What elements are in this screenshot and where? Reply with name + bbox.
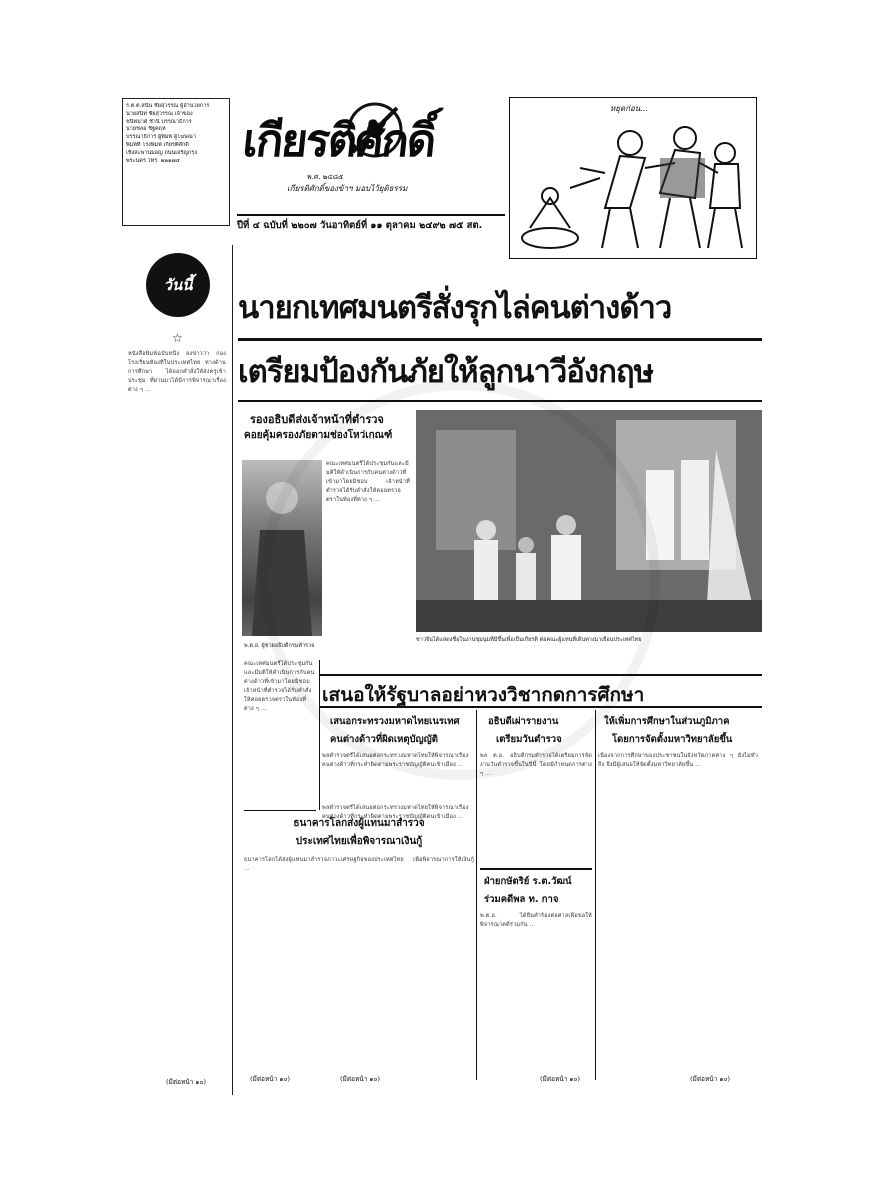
cartoon-caption: หยุดก่อน... <box>610 104 648 113</box>
credit-line: พระนคร โทร. ๒๒๑๗๔ <box>126 157 180 164</box>
section-rule <box>480 868 592 870</box>
headline-rule <box>238 338 762 341</box>
story-a-text: พลตำรวจตรีได้เสนอต่อกระทรวงมหาดไทยให้พิจารณาเรื่องคนต่างด้าวที่กระทำผิดตามพระราชบัญญัติคนเข้าเมือง ... <box>322 753 469 768</box>
story-e-text: พ.ต.อ. ได้ยื่นคำร้องต่อศาลเพื่อขอให้พิจารณาคดีร่วมกัน ... <box>480 913 592 928</box>
headline-rule <box>238 400 762 402</box>
issue-line: ปีที่ ๔ ฉบับที่ ๒๒๐๗ วันอาทิตย์ที่ ๑๑ ตุลาคม ๒๔๙๒ ๗๕ สต. <box>237 214 505 233</box>
credit-line: นายสนิท ชัยสุวรรณ เจ้าของ <box>126 110 193 117</box>
story-c-subtitle: โดยการจัดตั้งมหาวิทยาลัยขึ้น <box>612 734 733 745</box>
story-d-body <box>244 856 474 1066</box>
story-d-title: ธนาคารโลกส่งผู้แทนมาสำรวจ <box>293 818 425 829</box>
story-d-footer: (มีต่อหน้า ๑๐) <box>340 1075 381 1083</box>
story-left-title: รองอธิบดีส่งเจ้าหน้าที่ตำรวจ <box>250 413 384 426</box>
star-icon: ☆ <box>172 331 183 345</box>
column-middle-body: พลตำรวจตรีได้เสนอต่อกระทรวงมหาดไทยให้พิจารณาเรื่องคนต่างด้าวที่กระทำผิดตามพระราชบัญญัติคนเข้าเมือง ... <box>322 805 469 820</box>
story-left-body <box>326 460 410 636</box>
cartoon-illustration <box>510 98 756 258</box>
story-d-text: ธนาคารโลกได้ส่งผู้แทนมาสำรวจภาวะเศรษฐกิจของประเทศไทย เพื่อพิจารณาการให้เงินกู้ ... <box>244 857 474 872</box>
column-divider <box>476 710 477 1080</box>
story-left-text: คณะเทศมนตรีได้ประชุมกันและมีมติให้ดำเนินการกับคนต่างด้าวที่เข้ามาโดยมิชอบ เจ้าหน้าที่ตำรวจได้รับคำสั่งให้คอยตรวจตราในท้องที่ต่าง ๆ ... <box>326 461 410 503</box>
headline-primary: นายกเทศมนตรีสั่งรุกไล่คนต่างด้าว <box>238 290 672 326</box>
editorial-cartoon <box>509 97 757 259</box>
story-e-title: ฝ่ายกษัตริย์ ร.ต.วัฒน์ <box>484 876 572 887</box>
credit-line: ชนิทมาศ ชำนิ บรรณาธิการ <box>126 118 192 125</box>
portrait-photo <box>242 460 322 636</box>
sidebar-body: หนังสือพิมพ์ฉบับหนึ่ง ลงข่าวว่า กองโรงเรียนท้องที่ในประเทศไทย ทางด้านการศึกษา ได้ออกคำสั่งให้ส่งครูเข้าประชุม ที่ผ่านมาได้มีการพิจารณาเรื่องต่าง ๆ ... <box>128 351 226 393</box>
masthead-title: เกียรติศักดิ์ <box>240 114 438 167</box>
main-photo-caption: ชาวจีนได้แสดงชื่อในงานชุมนุมที่มีขึ้นเพื่อเป็นเกียรติ ต่อคณะผู้แทนที่เดินทางมาเยือนประเทศไทย <box>416 637 642 643</box>
story-c-footer: (มีต่อหน้า ๑๐) <box>690 1075 731 1083</box>
credit-line: ร.ต.ต.สนั่น ชัยสุวรรณ ผู้อำนวยการ <box>126 103 210 109</box>
credit-line: บรรณาธิการ ผู้พิมพ์ ผู้โฆษณา <box>126 134 196 141</box>
column-divider <box>595 710 596 1080</box>
story-b-title: อธิบดีเผ่ารายงาน <box>488 716 559 727</box>
credit-line: เชิงสะพานมอญ ถนนเจริญกรุง <box>126 149 198 156</box>
column-left-text <box>244 660 316 810</box>
credit-line: นายชลอ ชิฐคฤห <box>126 126 166 133</box>
column-divider <box>319 660 320 810</box>
story-b-text: พล ต.อ. อธิบดีกรมตำรวจได้เตรียมการจัดงานวันตำรวจขึ้นในปีนี้ โดยมีกำหนดการต่าง ๆ ... <box>480 753 592 777</box>
column-left-body: คณะเทศมนตรีได้ประชุมกันและมีมติให้ดำเนินการกับคนต่างด้าวที่เข้ามาโดยมิชอบ เจ้าหน้าที่ตำรวจได้รับคำสั่งให้คอยตรวจตราในท้องที่ต่าง ๆ ... <box>244 661 315 712</box>
story-c-body <box>598 752 758 1072</box>
story-b-body <box>480 752 592 862</box>
story-e-subtitle: ร่วมคดีพล ท. กาจ <box>484 894 559 905</box>
sidebar-footer: (มีต่อหน้า ๑๐) <box>166 1078 207 1086</box>
section-rule <box>320 674 762 676</box>
section-rule <box>244 810 316 811</box>
story-a-title: เสนอกระทรวงมหาดไทยเนรเทศ <box>330 716 460 727</box>
masthead <box>237 96 505 224</box>
story-f-footer: (มีต่อหน้า ๑๐) <box>250 1075 291 1083</box>
headline-secondary: เตรียมป้องกันภัยให้ลูกนาวีอังกฤษ <box>238 354 654 390</box>
portrait-caption: พ.ต.อ. ผู้ช่วยอธิบดีกรมตำรวจ <box>244 643 315 649</box>
story-c-text: เนื่องจากการศึกษาของประชาชนในจังหวัดภาคต่าง ๆ ยังไม่ทั่วถึง จึงมีผู้เสนอให้จัดตั้งมหาวิทยาลัยขึ้น ... <box>598 753 758 768</box>
main-photo <box>416 410 762 632</box>
headline-education: เสนอให้รัฐบาลอย่าหวงวิชากดการศึกษา <box>322 684 645 706</box>
sidebar-column <box>124 245 233 1095</box>
story-left-subtitle: คอยคุ้มครองภัยตามช่องโหว่เกณฑ์ <box>244 430 393 441</box>
credits-box <box>122 98 230 226</box>
story-d-subtitle: ประเทศไทยเพื่อพิจารณาเงินกู้ <box>295 836 423 847</box>
portrait-figure <box>242 460 322 636</box>
credit-line: พิมพ์ที่ โรงพิมพ์ เกียรติศักดิ์ <box>126 141 189 148</box>
section-rule <box>320 706 762 708</box>
story-a-body <box>322 752 474 800</box>
story-c-title: ให้เพิ่มการศึกษาในส่วนภูมิภาค <box>604 716 730 727</box>
story-b-subtitle: เตรียมวันตำรวจ <box>496 734 562 745</box>
sidebar-badge: วันนี้ <box>146 253 210 317</box>
story-a-subtitle: คนต่างด้าวที่ผิดเหตุบัญญัติ <box>330 734 438 745</box>
story-e-body <box>480 912 592 1068</box>
sidebar-text <box>128 350 226 1075</box>
masthead-year: พ.ศ. ๒๔๘๕ <box>307 173 344 181</box>
masthead-slogan: เกียรติศักดิ์ของข้าฯ มอบไว้ยุติธรรม <box>287 184 408 193</box>
main-photo-scene <box>416 410 762 632</box>
story-e-footer: (มีต่อหน้า ๑๐) <box>540 1075 581 1083</box>
